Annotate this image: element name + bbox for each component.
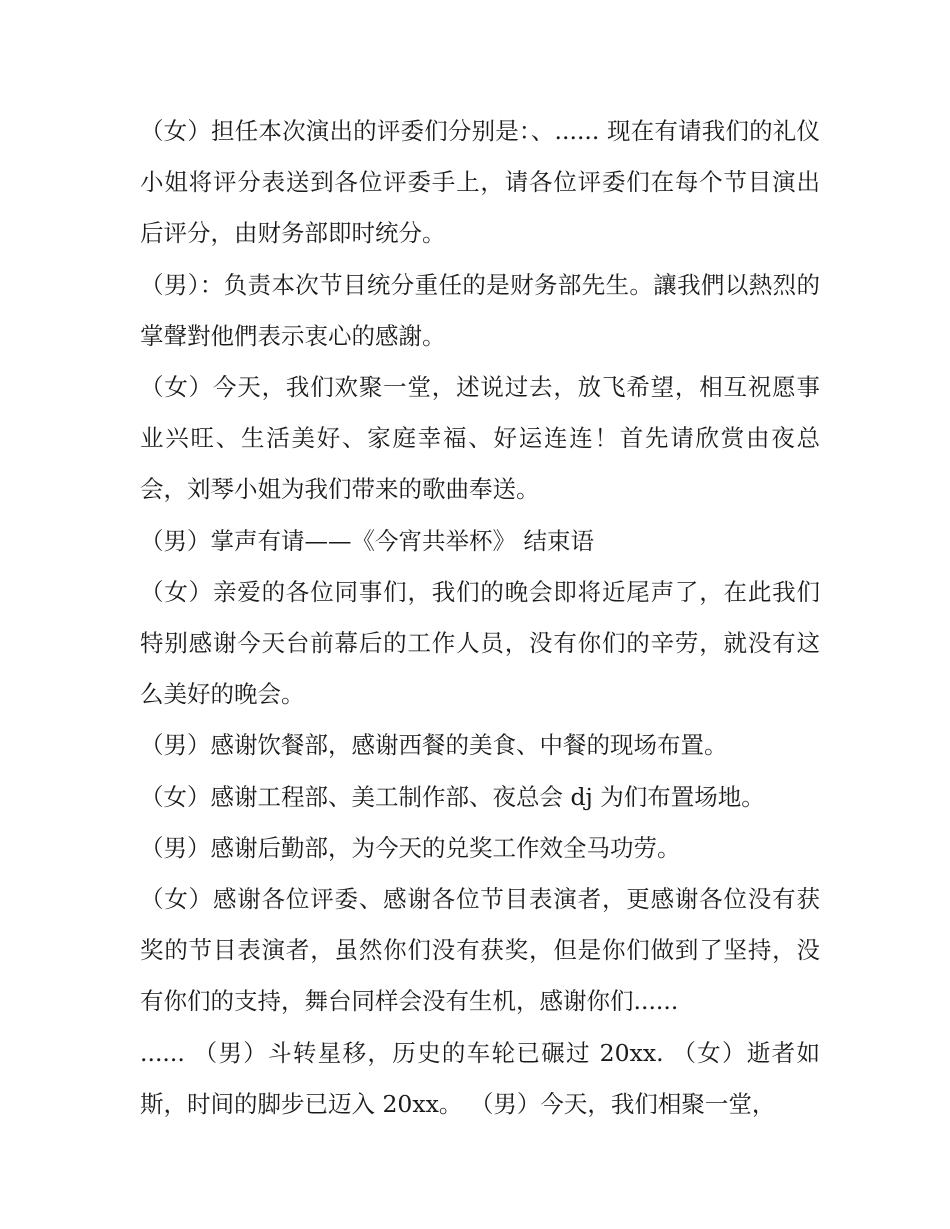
paragraph-judges-intro: （女）担任本次演出的评委们分别是：、...... 现在有请我们的礼仪小姐将评分表送到各位评委手上，请各位评委们在每个节目演出后评分，由财务部即时统分。	[140, 117, 820, 248]
paragraph-catering-thanks: （男）感谢饮餐部，感谢西餐的美食、中餐的现场布置。	[140, 731, 728, 760]
paragraph-new-year: ...... （男）斗转星移，历史的车轮已碾过 20xx. （女）逝者如斯，时间的脚步已迈入 20xx。 （男）今天，我们相聚一堂，	[140, 1038, 820, 1118]
paragraph-opening-wishes: （女）今天，我们欢聚一堂，述说过去，放飞希望，相互祝愿事业兴旺、生活美好、家庭幸福、好运连连！首先请欣赏由夜总会，刘琴小姐为我们带来的歌曲奉送。	[140, 373, 820, 504]
paragraph-engineering-thanks: （女）感谢工程部、美工制作部、夜总会 dj 为们布置场地。	[140, 782, 765, 811]
paragraph-song-intro: （男）掌声有请——《今宵共举杯》 结束语	[140, 526, 594, 555]
paragraph-logistics-thanks: （男）感谢后勤部，为今天的兑奖工作效全马功劳。	[140, 833, 681, 862]
paragraph-finance-thanks: （男）：负责本次节目统分重任的是财务部先生。讓我們以熱烈的掌聲對他們表示衷心的感謝。	[140, 270, 820, 350]
document-body	[140, 106, 820, 1130]
paragraph-performers-thanks: （女）感谢各位评委、感谢各位节目表演者，更感谢各位没有获奖的节目表演者，虽然你们没有获奖，但是你们做到了坚持，没有你们的支持，舞台同样会没有生机，感谢你们......	[140, 885, 820, 1016]
paragraph-closing-thanks: （女）亲爱的各位同事们，我们的晚会即将近尾声了，在此我们特别感谢今天台前幕后的工作人员，没有你们的辛劳，就没有这么美好的晚会。	[140, 577, 820, 709]
